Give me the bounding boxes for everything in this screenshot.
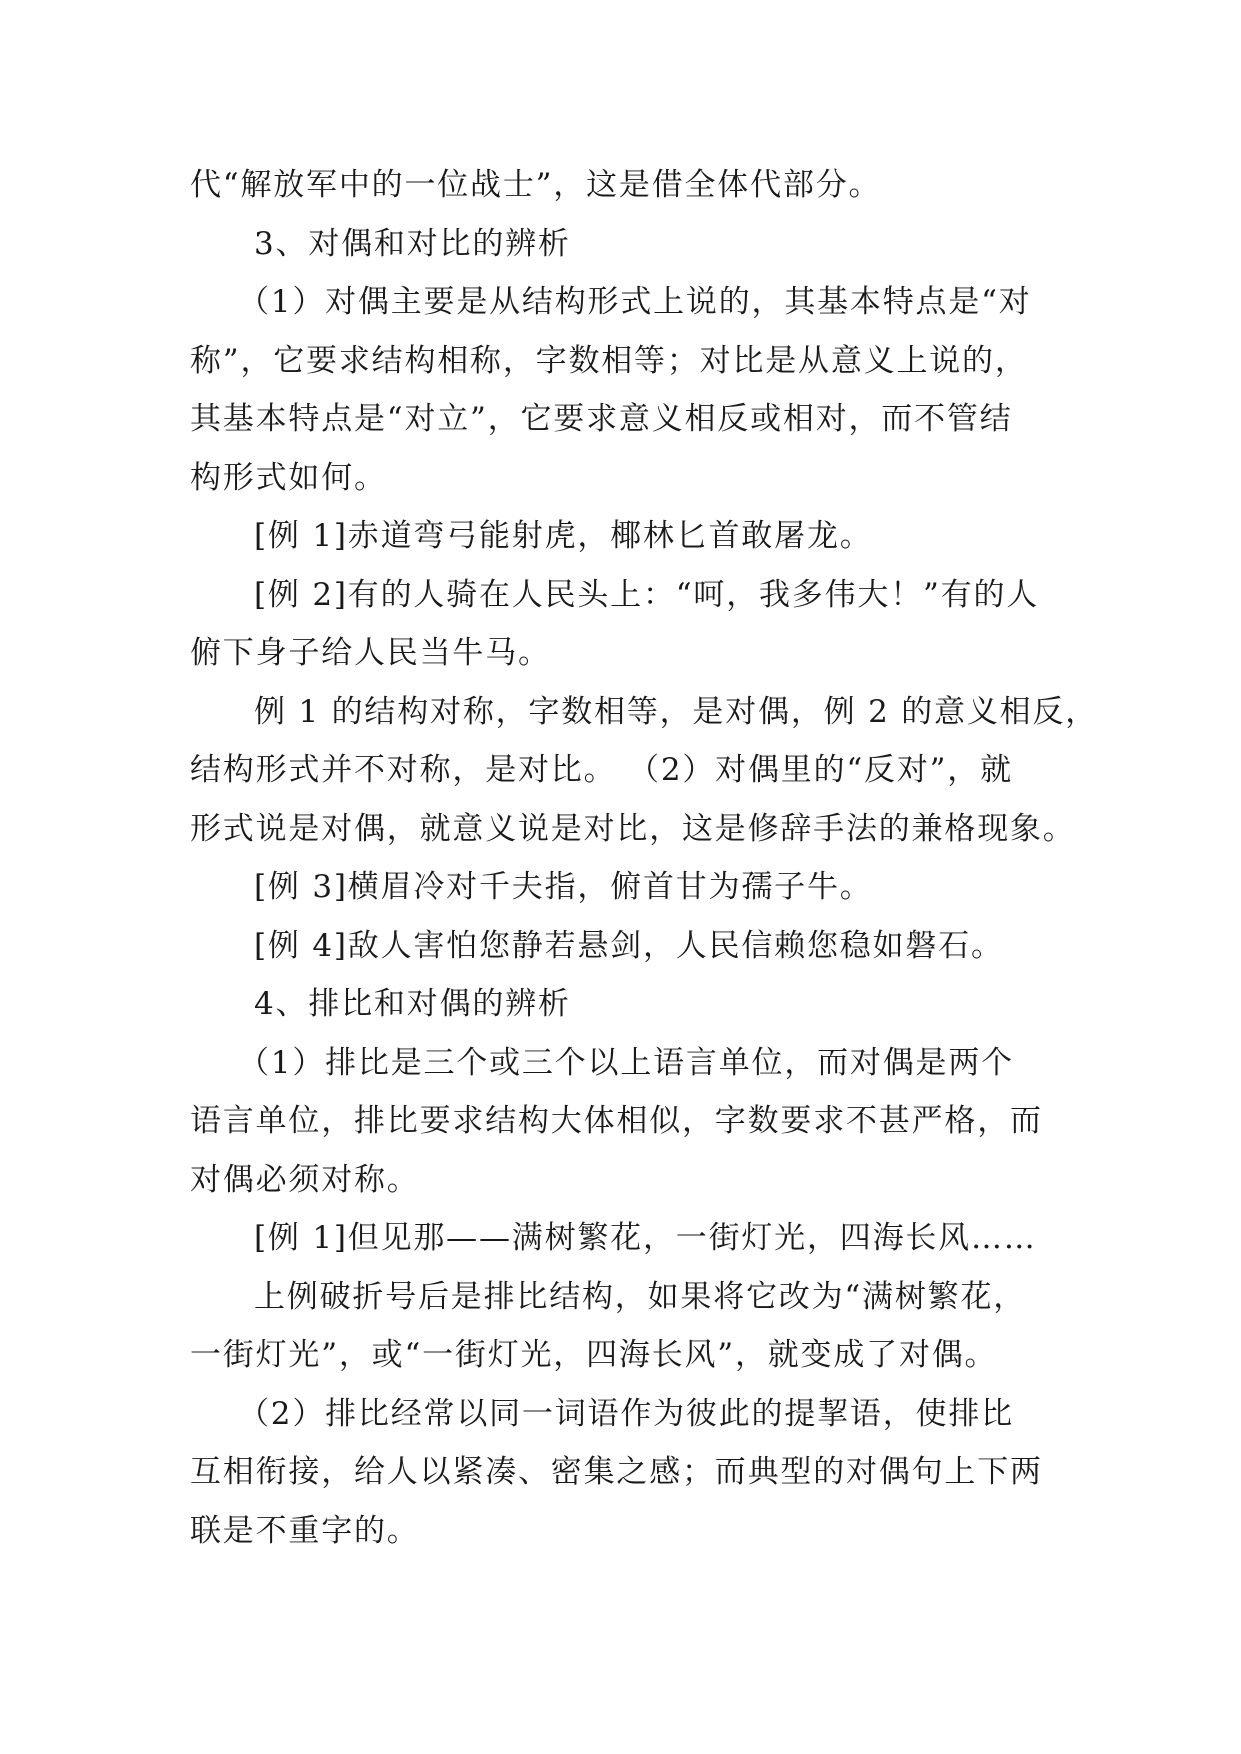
paragraph-line: 互相衔接，给人以紧凑、密集之感；而典型的对偶句上下两 [190, 1454, 1043, 1490]
paragraph-line: （1）对偶主要是从结构形式上说的，其基本特点是“对 [238, 284, 1032, 320]
section-heading: 3、对偶和对比的辨析 [254, 225, 571, 262]
paragraph-line: 上例破折号后是排比结构，如果将它改为“满树繁花， [254, 1278, 1027, 1315]
paragraph-line: 对偶必须对称。 [190, 1161, 420, 1198]
paragraph-line: （2）排比经常以同一词语作为彼此的提挈语，使排比 [238, 1395, 1014, 1432]
paragraph-line: 称”，它要求结构相称，字数相等；对比是从意义上说的， [190, 342, 1028, 379]
paragraph-line: 联是不重字的。 [190, 1512, 420, 1549]
paragraph-line: 形式说是对偶，就意义说是对比，这是修辞手法的兼格现象。 [190, 810, 1076, 847]
paragraph-line: 构形式如何。 [190, 459, 387, 496]
example-line: [例 1]赤道弯弓能射虎，椰林匕首敢屠龙。 [254, 518, 873, 554]
paragraph-line: 其基本特点是“对立”，它要求意义相反或相对，而不管结 [190, 401, 1013, 437]
paragraph-line: 俯下身子给人民当牛马。 [190, 635, 551, 671]
paragraph-line: 例 1 的结构对称，字数相等，是对偶，例 2 的意义相反， [254, 693, 1099, 730]
section-heading: 4、排比和对偶的辨析 [254, 986, 571, 1022]
example-line: [例 4]敌人害怕您静若悬剑，人民信赖您稳如磐石。 [254, 927, 1004, 964]
paragraph-line: 代“解放军中的一位战士”，这是借全体代部分。 [190, 167, 882, 203]
paragraph-line: 语言单位，排比要求结构大体相似，字数要求不甚严格，而 [190, 1103, 1043, 1139]
paragraph-line: （1）排比是三个或三个以上语言单位，而对偶是两个 [238, 1044, 1014, 1081]
example-line: [例 3]横眉冷对千夫指，俯首甘为孺子牛。 [254, 869, 873, 905]
paragraph-line: 结构形式并不对称，是对比。 （2）对偶里的“反对”，就 [190, 752, 1013, 788]
example-line: [例 1]但见那——满树繁花，一街灯光，四海长风…… [254, 1220, 1037, 1256]
paragraph-line: 一街灯光”，或“一街灯光，四海长风”，就变成了对偶。 [190, 1337, 998, 1373]
document-body [190, 156, 1099, 1560]
example-line: [例 2]有的人骑在人民头上：“呵，我多伟大！”有的人 [254, 576, 1040, 613]
